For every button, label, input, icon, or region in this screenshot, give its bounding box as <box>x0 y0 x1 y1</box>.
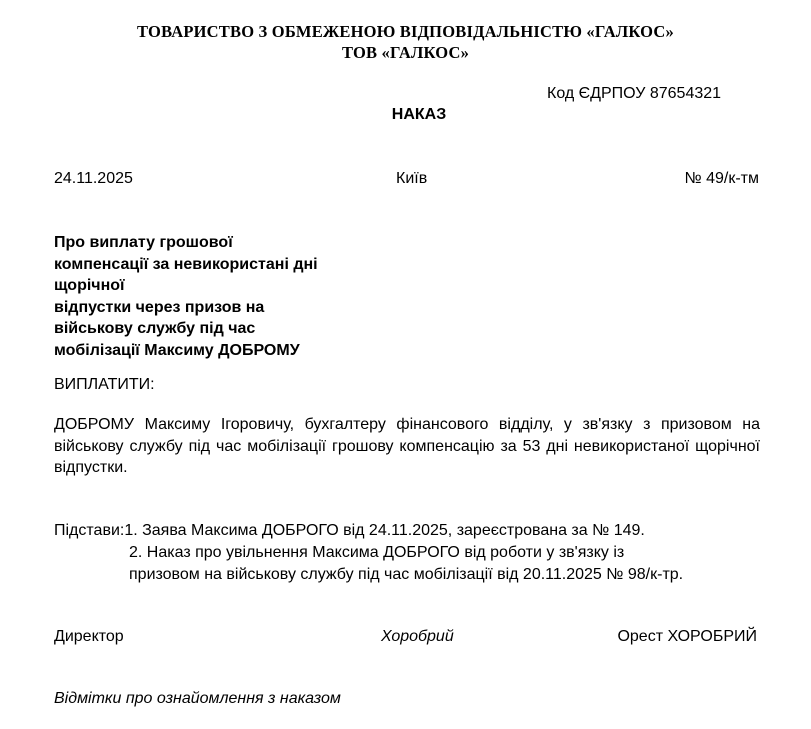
subject-line: військову службу під час <box>54 320 256 337</box>
subject-line: відпустки через призов на <box>54 298 265 316</box>
document-date: 24.11.2025 <box>54 170 133 187</box>
document-city: Київ <box>396 170 428 187</box>
organization-short-name: ТОВ «ГАЛКОС» <box>341 43 470 62</box>
basis-item-1-text: 1. Заява Максима ДОБРОГО від 24.11.2025, зареєстрована за № 149. <box>124 522 645 539</box>
basis-item-2-line-2: призовом на військову службу під час мобілізації від 20.11.2025 № 98/к-тр. <box>129 566 684 583</box>
edrpou-code: Код ЄДРПОУ 87654321 <box>547 85 722 102</box>
order-body: ДОБРОМУ Максиму Ігоровичу, бухгалтеру фінансового відділу, у зв'язку з призовом на військову службу під час мобілізації грошову компенсацію за 53 дні невикористаної щорічної відпустки. <box>54 416 760 476</box>
organization-name: ТОВАРИСТВО З ОБМЕЖЕНОЮ ВІДПОВІДАЛЬНІСТЮ «ГАЛКОС» <box>137 22 674 41</box>
document-type: НАКАЗ <box>391 106 447 123</box>
basis-label: Підстави: <box>54 522 125 539</box>
basis-item-2-line-1: 2. Наказ про увільнення Максима ДОБРОГО від роботи у зв'язку із <box>129 544 625 561</box>
basis-item-1 <box>54 522 645 540</box>
signatory-name: Орест ХОРОБРИЙ <box>617 628 757 645</box>
signatory-position: Директор <box>54 628 124 645</box>
subject-line: мобілізації Максиму ДОБРОМУ <box>54 341 300 359</box>
signature: Хоробрий <box>381 628 454 645</box>
subject-line: Про виплату грошової <box>54 234 233 251</box>
document-number: № 49/к-тм <box>684 170 759 187</box>
order-subject <box>54 232 318 361</box>
acknowledgement-note: Відмітки про ознайомлення з наказом <box>54 690 341 707</box>
subject-line: компенсації за невикористані дні <box>54 255 318 273</box>
order-directive: ВИПЛАТИТИ: <box>54 376 155 393</box>
subject-line: щорічної <box>54 277 125 294</box>
